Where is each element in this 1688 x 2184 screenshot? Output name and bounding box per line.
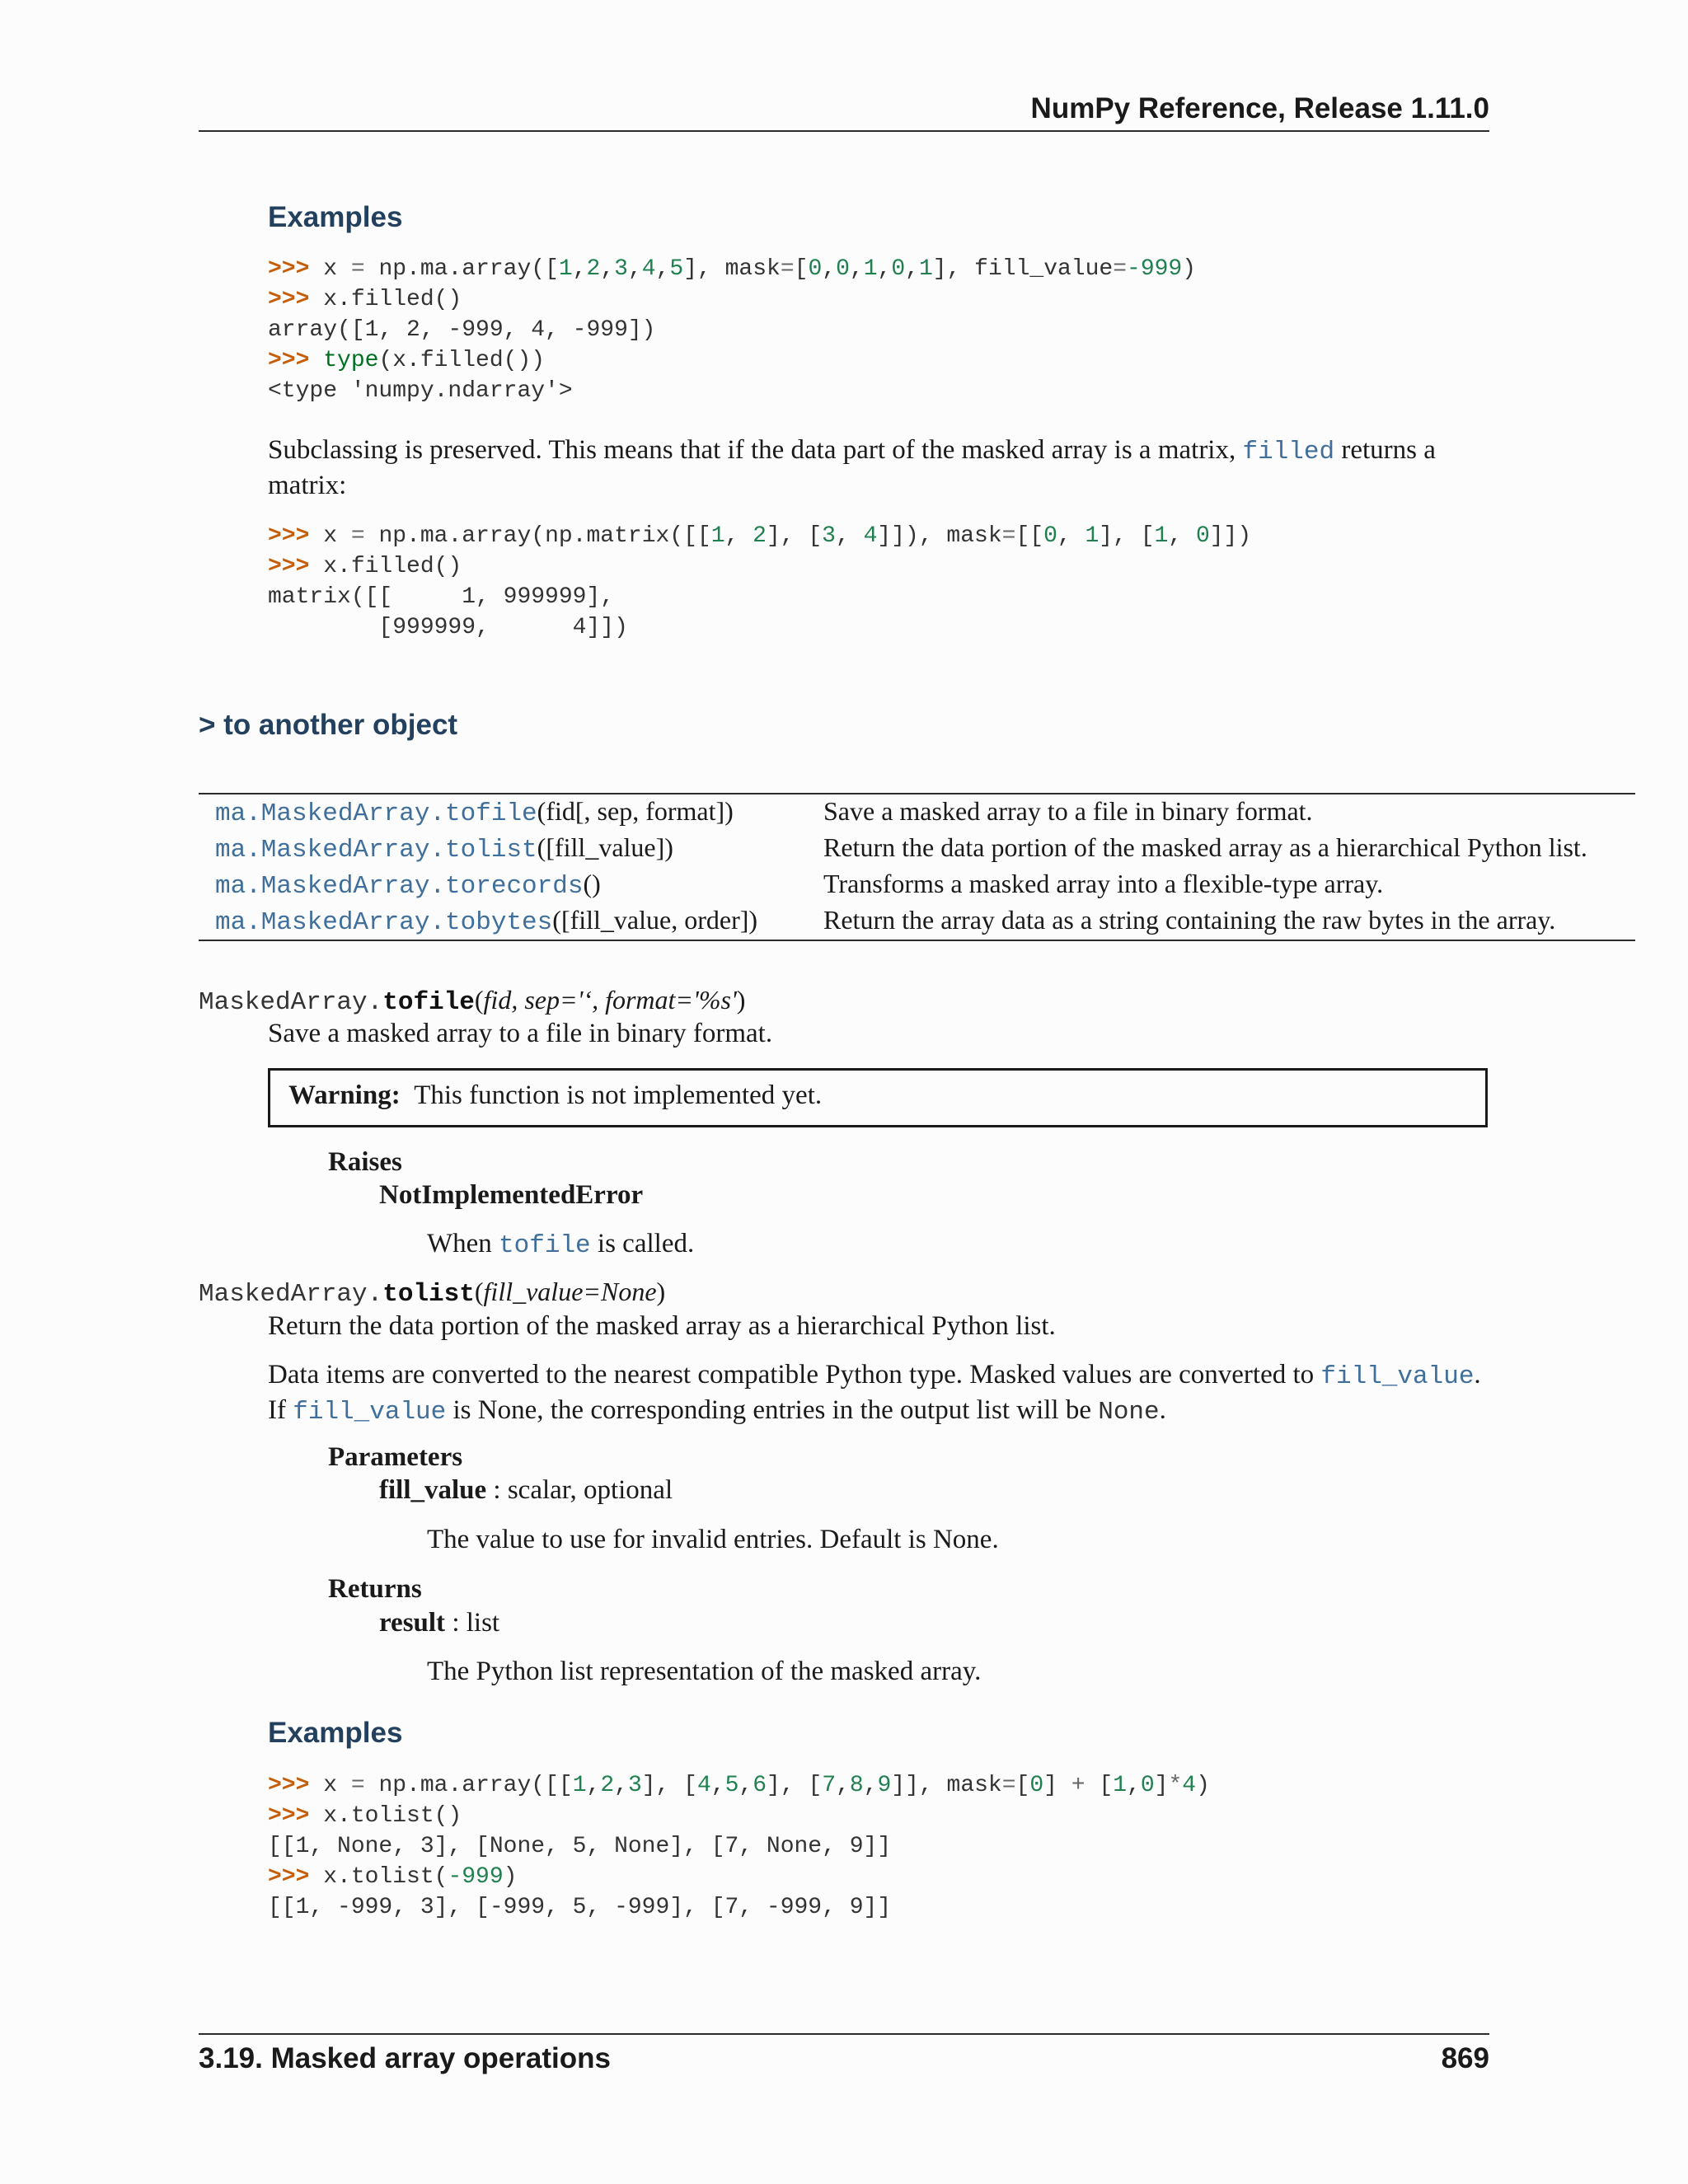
signature-args: fid, sep='‘, format='%s': [483, 985, 737, 1015]
code-token: 4: [641, 256, 656, 282]
code-line: [268, 345, 1196, 376]
code-token: ]: [1043, 1773, 1071, 1798]
code-token: ]], mask: [891, 1773, 1002, 1798]
code-token: 2: [600, 1773, 615, 1798]
method-cell: [199, 867, 807, 903]
paragraph: Subclassing is preserved. This means that if the data part of the masked array is a matrix, filled returns a matrix:: [268, 435, 1436, 500]
code-token: ,: [822, 256, 837, 282]
code-line: [268, 612, 1251, 643]
warning-box: [268, 1068, 1488, 1127]
code-line: [268, 315, 1196, 345]
section-heading: > to another object: [199, 709, 458, 741]
code-prompt: >>>: [268, 523, 324, 549]
code-token: 9: [877, 1773, 892, 1798]
code-token: np.ma.array(np.matrix([[: [364, 523, 711, 549]
code-token: 3: [627, 1773, 642, 1798]
code-token: 3: [614, 256, 628, 282]
code-token: =: [350, 523, 365, 549]
footer-section: 3.19. Masked array operations: [199, 2042, 611, 2074]
parameter-entry: [379, 1474, 673, 1507]
code-token: ], fill_value: [932, 256, 1114, 282]
code-prompt: >>>: [268, 554, 324, 579]
raises-label: Raises: [328, 1147, 402, 1177]
code-token: x: [323, 256, 351, 282]
signature-class: MaskedArray.: [199, 1280, 383, 1309]
code-token: 7: [822, 1773, 837, 1798]
method-cell: [199, 831, 807, 867]
method-args: (fid[, sep, format]): [537, 796, 734, 826]
method-args: ([fill_value, order]): [552, 905, 758, 935]
returns-label: Returns: [328, 1574, 422, 1604]
code-line: [268, 521, 1251, 551]
code-line: [268, 1862, 1210, 1892]
warning-label: Warning:: [288, 1080, 401, 1110]
code-token: 5: [669, 256, 684, 282]
return-entry: [379, 1606, 499, 1639]
code-token: ,: [905, 256, 919, 282]
code-token: ], [: [766, 523, 823, 549]
code-token: ], [: [767, 1773, 823, 1798]
code-line: [268, 1831, 1210, 1862]
table-row: [199, 831, 1635, 867]
signature-name: tofile: [382, 988, 475, 1017]
raises-description: When tofile is called.: [427, 1229, 695, 1260]
code-token: (x.filled()): [378, 348, 546, 373]
code-token: 0: [1043, 523, 1057, 549]
code-block: [268, 521, 1251, 643]
code-token: -999: [448, 1864, 504, 1890]
tofile-signature: MaskedArray.tofile(fid, sep='‘, format='%s'): [199, 985, 746, 1017]
code-token: [[1, -999, 3], [-999, 5, -999], [7, -999, 9]]: [268, 1895, 892, 1920]
code-token: +: [1071, 1773, 1085, 1798]
method-description: Transforms a masked array into a flexible-type array.: [823, 869, 1384, 898]
code-token: =: [1001, 523, 1016, 549]
code-token: ): [503, 1864, 518, 1890]
warning-text: This function is not implemented yet.: [414, 1080, 823, 1110]
code-prompt: >>>: [268, 348, 324, 373]
code-token: ,: [586, 1773, 601, 1798]
code-token: [: [794, 256, 809, 282]
code-prompt: >>>: [268, 1864, 324, 1890]
table-row: [199, 867, 1635, 903]
page-number: 869: [1441, 2042, 1489, 2074]
parameter-description: The value to use for invalid entries. Default is None.: [427, 1525, 999, 1554]
method-description: Save a masked array to a file in binary format.: [823, 796, 1313, 826]
parameter-type: : scalar, optional: [486, 1475, 673, 1505]
code-token: ,: [1127, 1773, 1141, 1798]
code-token: ,: [863, 1773, 878, 1798]
code-token: 1: [1154, 523, 1169, 549]
code-token: np.ma.array([[: [364, 1773, 573, 1798]
code-token: 3: [822, 523, 836, 549]
code-token: ], [: [1099, 523, 1155, 549]
code-token: ,: [849, 256, 864, 282]
examples-heading: Examples: [268, 201, 403, 233]
code-token: ,: [572, 256, 587, 282]
method-description: Return the array data as a string containing the raw bytes in the array.: [823, 905, 1556, 935]
code-token: ,: [724, 523, 753, 549]
code-token: =: [1001, 1773, 1016, 1798]
fill-value-link[interactable]: fill_value: [293, 1398, 447, 1427]
code-token: [999999, 4]]): [268, 615, 628, 640]
code-token: <type 'numpy.ndarray'>: [268, 378, 573, 404]
tofile-description: Save a masked array to a file in binary format.: [268, 1019, 773, 1048]
code-token: 0: [836, 256, 850, 282]
code-token: x: [323, 523, 351, 549]
summary-table: [199, 793, 1635, 941]
code-token: ,: [836, 1773, 850, 1798]
code-token: 5: [724, 1773, 739, 1798]
code-line: [268, 1770, 1210, 1801]
raises-type: NotImplementedError: [379, 1180, 644, 1210]
code-token: x.tolist(: [323, 1864, 448, 1890]
code-token: 4: [696, 1773, 711, 1798]
code-token: ,: [738, 1773, 753, 1798]
code-token: [: [1015, 1773, 1030, 1798]
running-header: NumPy Reference, Release 1.11.0: [1030, 92, 1489, 124]
table-row: [199, 903, 1635, 940]
code-token: [: [1085, 1773, 1114, 1798]
code-token: ], mask: [683, 256, 781, 282]
code-token: ]]), mask: [877, 523, 1002, 549]
code-token: x.tolist(): [323, 1803, 462, 1829]
code-token: 2: [586, 256, 601, 282]
code-token: 1: [918, 256, 933, 282]
code-block: [268, 1770, 1210, 1923]
code-prompt: >>>: [268, 256, 324, 282]
code-token: x.filled(): [323, 554, 462, 579]
code-token: ): [1182, 256, 1197, 282]
code-token: 0: [1140, 1773, 1155, 1798]
code-token: 1: [1113, 1773, 1128, 1798]
code-token: x.filled(): [323, 287, 462, 312]
method-cell: [199, 794, 807, 831]
method-description: Return the data portion of the masked array as a hierarchical Python list.: [823, 832, 1587, 862]
code-token: =: [350, 256, 365, 282]
code-token: 0: [1195, 523, 1210, 549]
code-token: ,: [655, 256, 670, 282]
signature-name: tolist: [382, 1280, 475, 1309]
code-line: [268, 1801, 1210, 1831]
code-token: 2: [753, 523, 767, 549]
code-token: *: [1168, 1773, 1183, 1798]
code-token: type: [323, 348, 379, 373]
code-token: 1: [710, 523, 725, 549]
code-token: 8: [849, 1773, 864, 1798]
code-token: ,: [627, 256, 642, 282]
code-token: np.ma.array([: [364, 256, 559, 282]
code-token: ,: [710, 1773, 725, 1798]
parameters-label: Parameters: [328, 1442, 463, 1472]
code-token: ,: [614, 1773, 628, 1798]
code-line: [268, 376, 1196, 406]
code-token: ,: [600, 256, 615, 282]
code-token: =: [780, 256, 795, 282]
code-token: array([1, 2, -999, 4, -999]): [268, 317, 656, 343]
parameter-name: fill_value: [379, 1475, 487, 1505]
fill-value-link[interactable]: fill_value: [1320, 1362, 1475, 1391]
signature-args: fill_value=None: [483, 1277, 657, 1306]
code-token: =: [1113, 256, 1128, 282]
code-token: ,: [1168, 523, 1196, 549]
table-row: [199, 794, 1635, 831]
none-literal: None: [1098, 1398, 1160, 1427]
code-token: 1: [558, 256, 573, 282]
code-token: [[1, None, 3], [None, 5, None], [7, None, 9]]: [268, 1834, 892, 1859]
signature-class: MaskedArray.: [199, 988, 383, 1017]
examples-heading: Examples: [268, 1717, 403, 1749]
code-line: [268, 551, 1251, 582]
return-type: : list: [445, 1608, 500, 1638]
code-token: ): [1196, 1773, 1210, 1798]
code-token: matrix([[ 1, 999999],: [268, 584, 615, 610]
return-description: The Python list representation of the masked array.: [427, 1657, 982, 1686]
code-token: 1: [863, 256, 878, 282]
code-token: ,: [835, 523, 864, 549]
return-name: result: [379, 1608, 446, 1638]
code-token: 1: [1085, 523, 1100, 549]
tofile-link[interactable]: tofile: [499, 1231, 591, 1260]
code-block: [268, 254, 1196, 406]
code-token: ], [: [641, 1773, 697, 1798]
code-line: [268, 582, 1251, 612]
code-prompt: >>>: [268, 1773, 324, 1798]
code-token: ,: [877, 256, 892, 282]
code-token: =: [350, 1773, 365, 1798]
code-token: 0: [891, 256, 906, 282]
code-token: 0: [808, 256, 823, 282]
code-token: ,: [1057, 523, 1085, 549]
method-link[interactable]: ma.MaskedArray.tobytes: [215, 908, 553, 937]
header-rule: [199, 130, 1489, 132]
code-line: [268, 284, 1196, 315]
code-token: ]: [1154, 1773, 1169, 1798]
code-token: 4: [1182, 1773, 1197, 1798]
footer-rule: [199, 2033, 1489, 2035]
code-token: x: [323, 1773, 351, 1798]
tolist-signature: MaskedArray.tolist(fill_value=None): [199, 1277, 666, 1309]
tolist-description: Return the data portion of the masked array as a hierarchical Python list.: [268, 1311, 1056, 1341]
code-token: [[: [1015, 523, 1044, 549]
tolist-paragraph: Data items are converted to the nearest compatible Python type. Masked values are converted to fill_value. If fill_value is None, the corresponding entries in the output list will be None.: [268, 1360, 1481, 1427]
code-token: 1: [572, 1773, 587, 1798]
code-line: [268, 254, 1196, 284]
code-prompt: >>>: [268, 287, 324, 312]
method-link[interactable]: ma.MaskedArray.torecords: [215, 872, 584, 901]
method-link[interactable]: ma.MaskedArray.tofile: [215, 799, 537, 828]
code-token: ]]): [1209, 523, 1252, 549]
code-token: 4: [863, 523, 878, 549]
code-token: 6: [753, 1773, 767, 1798]
code-line: [268, 1892, 1210, 1923]
method-link[interactable]: ma.MaskedArray.tolist: [215, 836, 537, 865]
filled-link[interactable]: filled: [1242, 438, 1335, 466]
code-token: -999: [1127, 256, 1183, 282]
code-token: 0: [1029, 1773, 1044, 1798]
method-args: ([fill_value]): [537, 832, 673, 862]
method-cell: [199, 903, 807, 940]
code-prompt: >>>: [268, 1803, 324, 1829]
method-args: (): [583, 869, 601, 898]
